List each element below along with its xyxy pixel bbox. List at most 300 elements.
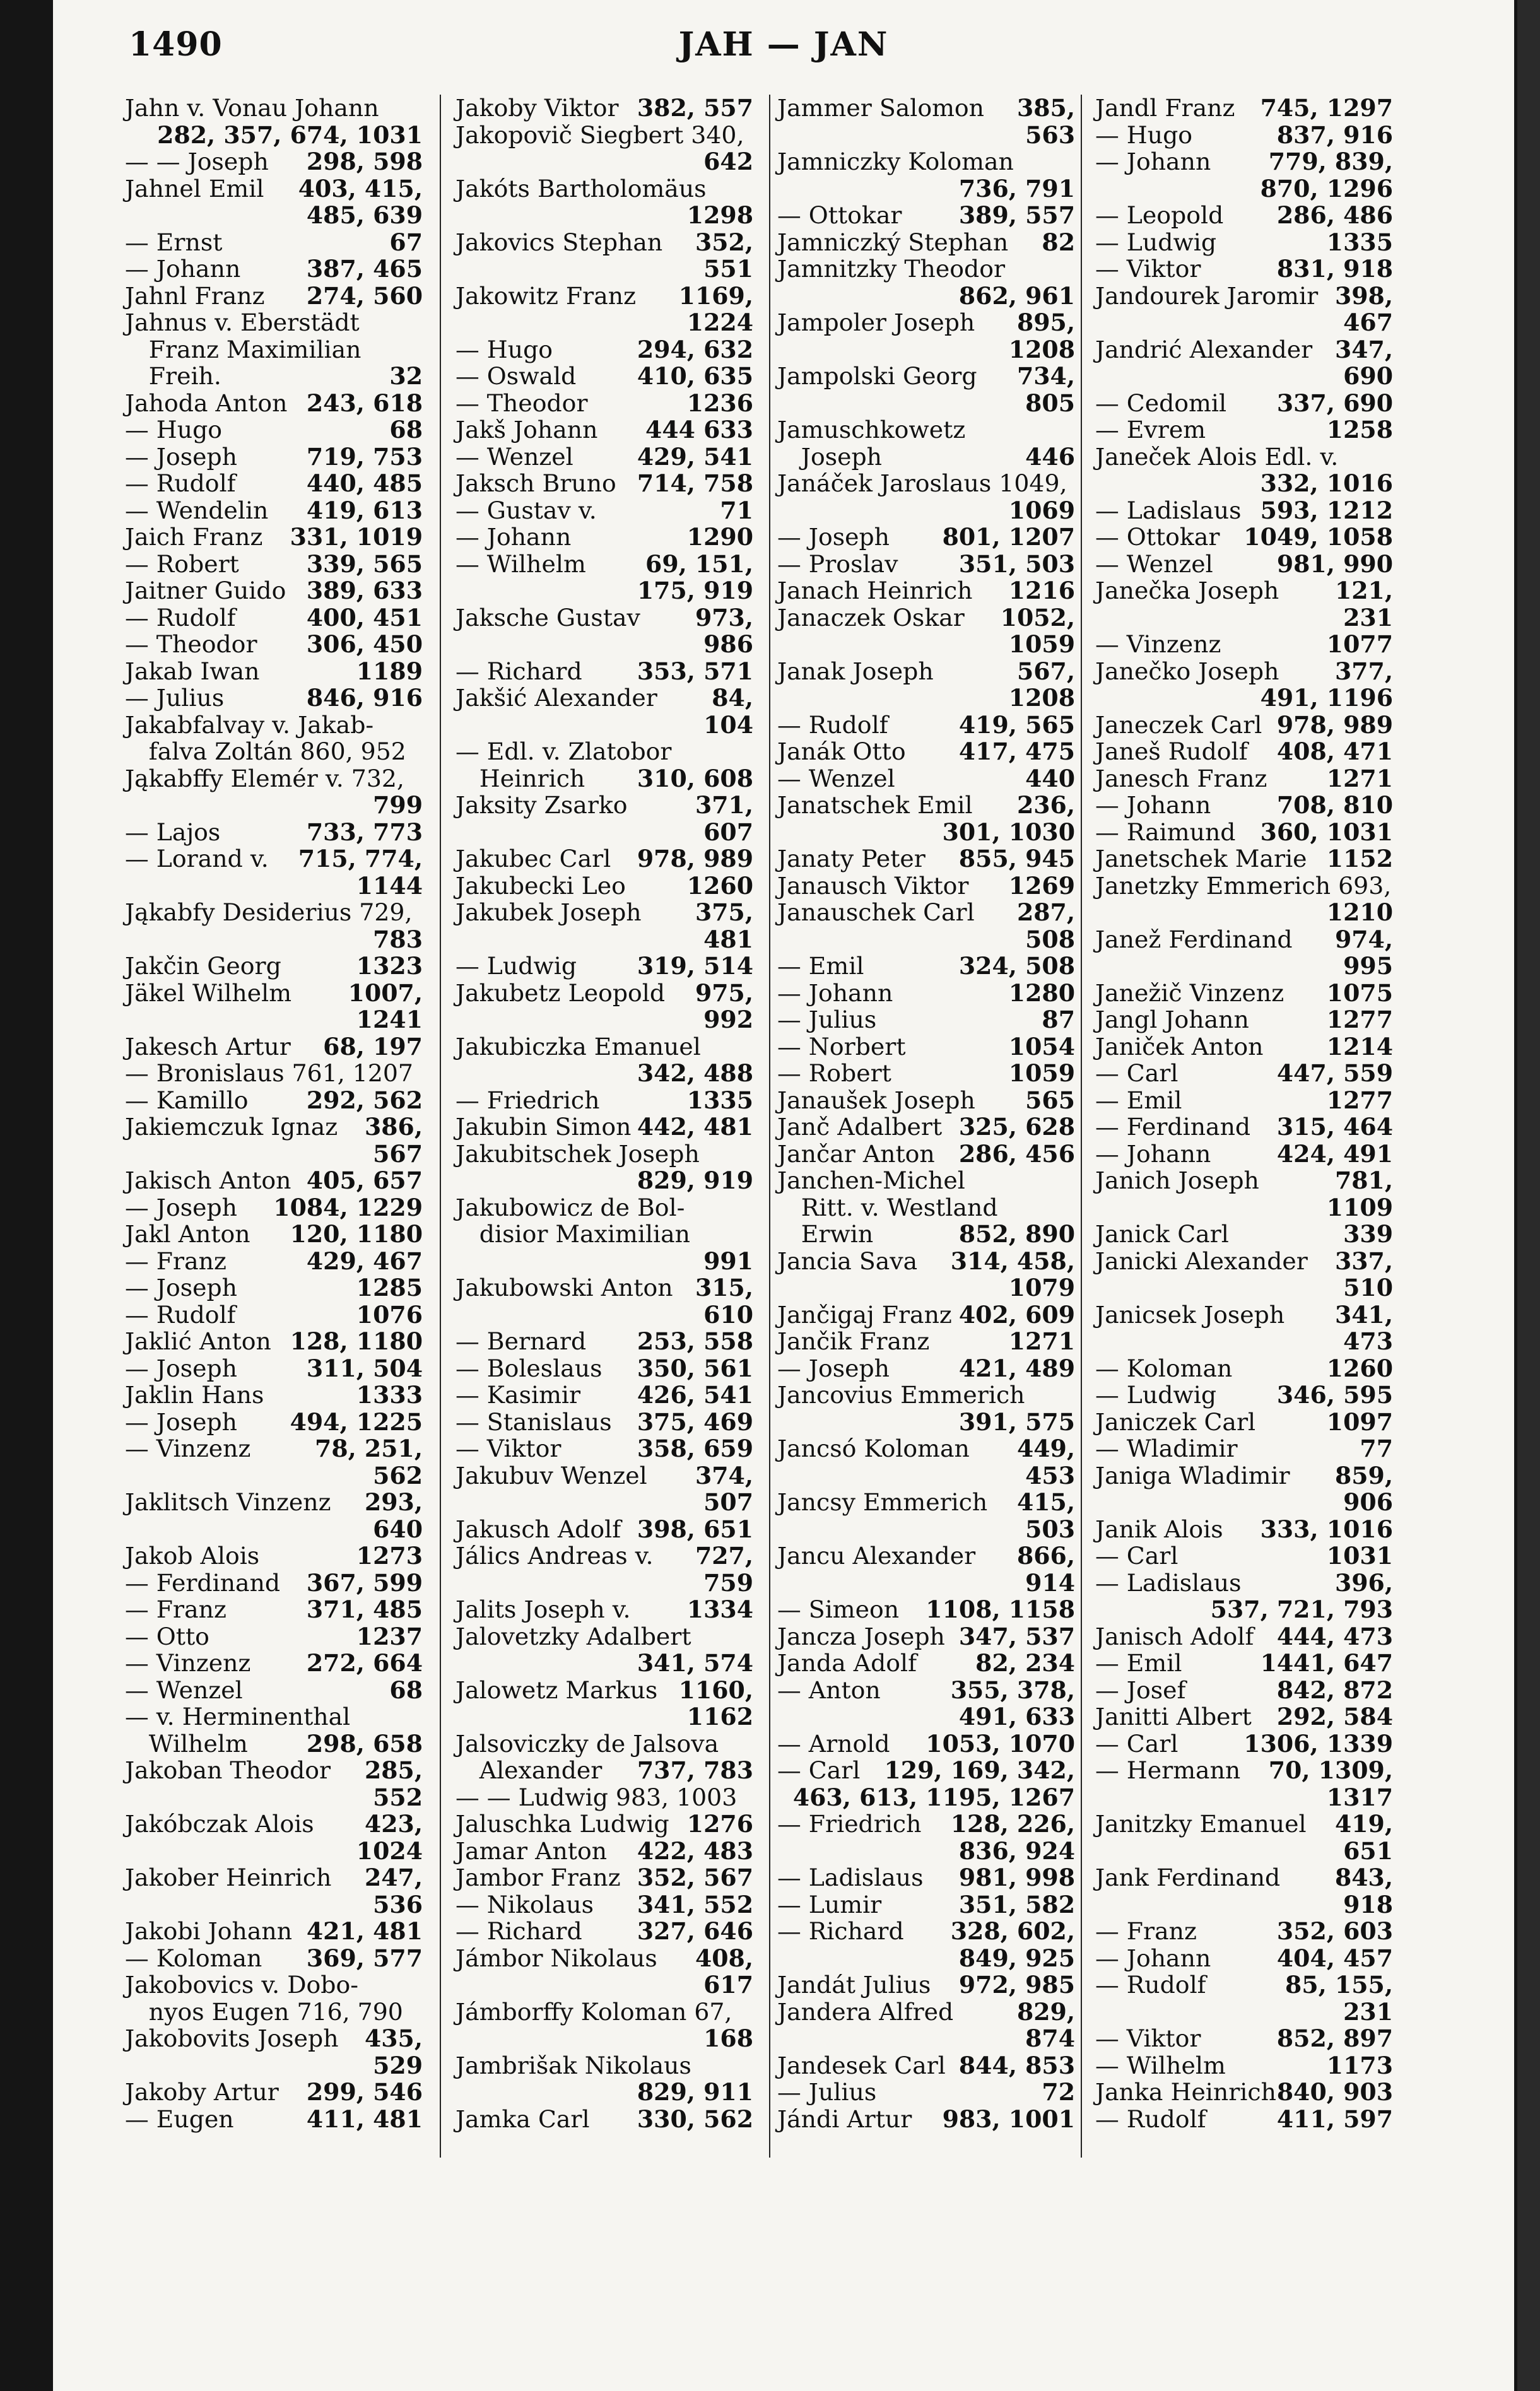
page-references: 736, 791 bbox=[958, 174, 1075, 203]
page-references: 866, bbox=[1016, 1542, 1075, 1570]
page-references: 1306, 1339 bbox=[1243, 1729, 1393, 1758]
page-references: 342, 488 bbox=[637, 1059, 753, 1087]
entry-name: Janetzky Emmerich 693, bbox=[1095, 871, 1392, 900]
page-references: 1214 bbox=[1326, 1032, 1393, 1060]
entry-name: Jampolski Georg bbox=[777, 362, 977, 390]
entry-name: — Carl bbox=[1095, 1059, 1179, 1087]
index-entry bbox=[777, 1248, 1075, 1275]
entry-name: Jäkel Wilhelm bbox=[125, 978, 292, 1007]
page-references: 236, bbox=[1016, 791, 1075, 819]
index-entry bbox=[1095, 229, 1393, 256]
page-references: 82 bbox=[1042, 228, 1075, 256]
entry-name: Jakovics Stephan bbox=[456, 228, 663, 256]
entry-name: Jandát Julius bbox=[777, 1971, 931, 1999]
entry-name: Erwin bbox=[777, 1220, 874, 1248]
page-references: 82, 234 bbox=[975, 1649, 1075, 1677]
index-entry bbox=[1095, 95, 1393, 122]
index-entry bbox=[125, 363, 423, 390]
entry-name: Jancsó Koloman bbox=[777, 1435, 970, 1462]
entry-name: Jakl Anton bbox=[125, 1220, 250, 1248]
entry-name: Jakubin Simon bbox=[456, 1113, 632, 1141]
entry-name: falva Zoltán 860, 952 bbox=[125, 737, 406, 765]
page-references: 408, 471 bbox=[1276, 737, 1393, 765]
entry-name: Jakiemczuk Ignaz bbox=[125, 1113, 338, 1141]
entry-name: — Julius bbox=[777, 1006, 877, 1033]
entry-name: — Viktor bbox=[1095, 2024, 1201, 2052]
index-entry bbox=[125, 926, 423, 953]
index-entry bbox=[125, 899, 423, 926]
entry-name: — Joseph bbox=[125, 1193, 238, 1221]
index-entry bbox=[777, 256, 1075, 283]
page-references: 70, 1309, bbox=[1268, 1756, 1393, 1784]
index-entry bbox=[125, 1221, 423, 1248]
index-entry bbox=[456, 1355, 753, 1382]
page-references: 870, 1296 bbox=[1260, 174, 1393, 203]
entry-name: — Richard bbox=[456, 1917, 582, 1945]
page-references: 285, bbox=[364, 1756, 423, 1784]
page-references: 333, 1016 bbox=[1260, 1515, 1393, 1543]
page-references: 846, 916 bbox=[306, 684, 423, 712]
entry-name: — Richard bbox=[777, 1917, 904, 1945]
entry-name: — Bernard bbox=[456, 1327, 587, 1355]
entry-name: — Rudolf bbox=[1095, 2105, 1206, 2133]
page-references: 715, 774, bbox=[298, 845, 423, 872]
index-entry bbox=[1095, 524, 1393, 551]
index-entry bbox=[777, 1596, 1075, 1623]
index-entry bbox=[125, 1971, 423, 1999]
entry-name: Jaksche Gustav bbox=[456, 603, 640, 632]
index-entry bbox=[125, 1141, 423, 1168]
entry-name: — Rudolf bbox=[777, 710, 888, 739]
index-entry bbox=[125, 1596, 423, 1623]
index-entry bbox=[1095, 845, 1393, 872]
index-entry bbox=[1095, 1730, 1393, 1758]
index-entry bbox=[777, 1462, 1075, 1489]
index-column-3 bbox=[777, 95, 1075, 2132]
page-references: 1260 bbox=[686, 871, 753, 900]
entry-name: — Vinzenz bbox=[125, 1649, 251, 1677]
index-entry bbox=[456, 363, 753, 390]
index-entry bbox=[1095, 1221, 1393, 1248]
page-references: 347, bbox=[1334, 335, 1393, 363]
index-entry bbox=[125, 1328, 423, 1355]
index-entry bbox=[777, 792, 1075, 819]
index-entry bbox=[777, 1891, 1075, 1918]
entry-name: Jakubuv Wenzel bbox=[456, 1461, 647, 1489]
entry-name: — Ferdinand bbox=[125, 1568, 281, 1597]
index-entry bbox=[777, 1999, 1075, 2026]
index-entry bbox=[125, 1730, 423, 1758]
page-references: 421, 481 bbox=[306, 1917, 423, 1945]
entry-name: Jakčin Georg bbox=[125, 952, 281, 980]
index-entry bbox=[1095, 175, 1393, 203]
page-references: 805 bbox=[1025, 389, 1075, 417]
index-entry bbox=[777, 953, 1075, 980]
entry-name: Jandl Franz bbox=[1095, 94, 1235, 122]
page-references: 734, bbox=[1016, 362, 1075, 390]
entry-name: Janicki Alexander bbox=[1095, 1247, 1308, 1275]
page-references: 1007, bbox=[348, 978, 423, 1007]
index-entry bbox=[125, 1489, 423, 1516]
page-references: 481 bbox=[703, 925, 753, 953]
index-entry bbox=[125, 229, 423, 256]
entry-name: — Johann bbox=[1095, 1944, 1211, 1972]
index-entry bbox=[777, 1033, 1075, 1060]
page-references: 453 bbox=[1025, 1461, 1075, 1489]
page-references: 562 bbox=[373, 1461, 423, 1489]
entry-name: — Oswald bbox=[456, 362, 577, 390]
index-entry bbox=[456, 872, 753, 900]
index-entry bbox=[1095, 1382, 1393, 1409]
index-entry bbox=[777, 1784, 1075, 1811]
page-references: 398, 651 bbox=[637, 1515, 753, 1543]
page-references: 331, 1019 bbox=[290, 523, 423, 551]
index-entry bbox=[456, 684, 753, 712]
page-references: 1097 bbox=[1326, 1407, 1393, 1436]
entry-name: Jaksity Zsarko bbox=[456, 791, 628, 819]
page-references: 1335 bbox=[686, 1086, 753, 1114]
index-entry bbox=[456, 1623, 753, 1650]
index-entry bbox=[456, 1596, 753, 1623]
index-entry bbox=[777, 1006, 1075, 1033]
entry-name: Jammer Salomon bbox=[777, 94, 985, 122]
page-references: 1323 bbox=[356, 952, 423, 980]
entry-name: — Koloman bbox=[1095, 1354, 1233, 1382]
page-references: 292, 562 bbox=[306, 1086, 423, 1114]
entry-name: Janiček Anton bbox=[1095, 1032, 1264, 1060]
index-entry bbox=[1095, 1489, 1393, 1516]
index-entry bbox=[456, 1167, 753, 1194]
index-entry bbox=[1095, 148, 1393, 175]
index-entry bbox=[1095, 712, 1393, 739]
page-references: 398, bbox=[1334, 281, 1393, 310]
entry-name: — Ferdinand bbox=[1095, 1113, 1251, 1141]
index-entry bbox=[456, 2052, 753, 2079]
index-entry bbox=[125, 1248, 423, 1275]
index-entry bbox=[777, 1274, 1075, 1301]
entry-name: — Joseph bbox=[777, 523, 890, 551]
entry-name: — Rudolf bbox=[1095, 1971, 1206, 1999]
page-references: 1173 bbox=[1326, 2051, 1393, 2079]
page-references: 422, 483 bbox=[637, 1836, 753, 1865]
entry-name: — Viktor bbox=[1095, 255, 1201, 283]
index-entry bbox=[456, 283, 753, 310]
index-entry bbox=[456, 765, 753, 792]
page-references: 1024 bbox=[356, 1836, 423, 1865]
index-entry bbox=[1095, 2052, 1393, 2079]
entry-name: — Hermann bbox=[1095, 1756, 1241, 1784]
entry-name: — Ottokar bbox=[777, 201, 902, 229]
index-column-4 bbox=[1095, 95, 1393, 2132]
page-references: 507 bbox=[703, 1488, 753, 1516]
page-references: 1108, 1158 bbox=[926, 1595, 1075, 1623]
entry-name: — Ludwig bbox=[1095, 1381, 1217, 1409]
index-entry bbox=[125, 684, 423, 712]
entry-name: Janáček Jaroslaus 1049, bbox=[777, 469, 1067, 497]
page-references: 1075 bbox=[1326, 978, 1393, 1007]
index-entry bbox=[125, 2052, 423, 2079]
page-references: 396, bbox=[1334, 1568, 1393, 1597]
entry-name: — Wenzel bbox=[777, 764, 895, 792]
entry-name: Jamar Anton bbox=[456, 1836, 608, 1865]
entry-name: Janausch Viktor bbox=[777, 871, 969, 900]
entry-name: Jaitner Guido bbox=[125, 577, 286, 604]
index-entry bbox=[1095, 604, 1393, 632]
index-entry bbox=[456, 1838, 753, 1865]
entry-name: — Wenzel bbox=[1095, 549, 1213, 578]
page-references: 301, 1030 bbox=[942, 818, 1075, 846]
page-references: 424, 491 bbox=[1276, 1139, 1393, 1168]
page-references: 1441, 647 bbox=[1260, 1649, 1393, 1677]
entry-name: Jalowetz Markus bbox=[456, 1676, 658, 1704]
index-entry bbox=[125, 175, 423, 203]
page-references: 367, 599 bbox=[306, 1568, 423, 1597]
page-references: 417, 475 bbox=[958, 737, 1075, 765]
page-references: 337, 690 bbox=[1276, 389, 1393, 417]
index-entry bbox=[456, 792, 753, 819]
entry-name: Jakab Iwan bbox=[125, 657, 260, 685]
index-entry bbox=[456, 1382, 753, 1409]
entry-name: Jaklitsch Vinzenz bbox=[125, 1488, 331, 1516]
index-entry bbox=[125, 390, 423, 417]
page-references: 382, 557 bbox=[637, 94, 753, 122]
entry-name: Jakesch Artur bbox=[125, 1032, 291, 1060]
page-references: 274, 560 bbox=[306, 281, 423, 310]
page-references: 403, 415, bbox=[298, 174, 423, 203]
page-references: 536 bbox=[373, 1890, 423, 1918]
page-references: 360, 1031 bbox=[1260, 818, 1393, 846]
page-references: 339, 565 bbox=[306, 549, 423, 578]
page-references: 485, 639 bbox=[306, 201, 423, 229]
page-references: 353, 571 bbox=[637, 657, 753, 685]
entry-name: — Theodor bbox=[456, 389, 588, 417]
index-entry bbox=[1095, 658, 1393, 685]
index-entry bbox=[125, 2079, 423, 2106]
index-entry bbox=[777, 1703, 1075, 1730]
page-references: 358, 659 bbox=[637, 1435, 753, 1462]
index-entry bbox=[777, 2052, 1075, 2079]
page-references: 491, 1196 bbox=[1260, 684, 1393, 712]
page-references: 610 bbox=[703, 1300, 753, 1329]
page-references: 350, 561 bbox=[637, 1354, 753, 1382]
index-entry bbox=[125, 1060, 423, 1087]
entry-name: Jakubetz Leopold bbox=[456, 978, 666, 1007]
index-entry bbox=[125, 1918, 423, 1945]
index-entry bbox=[456, 1650, 753, 1677]
index-entry bbox=[1095, 1945, 1393, 1972]
entry-name: — Joseph bbox=[125, 1354, 238, 1382]
entry-name: — Ludwig bbox=[1095, 228, 1217, 256]
index-entry bbox=[456, 95, 753, 122]
index-entry bbox=[456, 577, 753, 604]
page-references: 906 bbox=[1343, 1488, 1393, 1516]
entry-name: Janick Carl bbox=[1095, 1220, 1229, 1248]
page-references: 315, bbox=[695, 1274, 753, 1301]
page-references: 829, 919 bbox=[637, 1166, 753, 1194]
index-entry bbox=[777, 524, 1075, 551]
index-entry bbox=[125, 1516, 423, 1543]
page-references: 128, 226, bbox=[950, 1810, 1075, 1838]
index-entry bbox=[125, 980, 423, 1007]
page-references: 1241 bbox=[356, 1006, 423, 1033]
entry-name: — Emil bbox=[1095, 1649, 1182, 1677]
index-entry bbox=[456, 819, 753, 846]
page-references: 473 bbox=[1343, 1327, 1393, 1355]
page-references: 855, 945 bbox=[958, 845, 1075, 872]
entry-name: disior Maximilian bbox=[456, 1220, 691, 1248]
page-references: 404, 457 bbox=[1276, 1944, 1393, 1972]
page-references: 551 bbox=[703, 255, 753, 283]
index-entry bbox=[777, 604, 1075, 632]
entry-name: — Gustav v. bbox=[456, 496, 597, 524]
index-entry bbox=[1095, 1301, 1393, 1329]
page-references: 1152 bbox=[1326, 845, 1393, 872]
page-references: 87 bbox=[1042, 1006, 1075, 1033]
page-references: 973, bbox=[695, 603, 753, 632]
page-references: 836, 924 bbox=[958, 1836, 1075, 1865]
entry-name: Jančigaj Franz bbox=[777, 1300, 952, 1329]
page-references: 429, 541 bbox=[637, 442, 753, 471]
index-entry bbox=[1095, 1113, 1393, 1141]
entry-name: — Joseph bbox=[125, 1407, 238, 1436]
entry-name: Alexander bbox=[456, 1756, 602, 1784]
entry-name: Jakobovits Joseph bbox=[125, 2024, 339, 2052]
entry-name: Jakóbczak Alois bbox=[125, 1810, 314, 1838]
page-references: 423, bbox=[364, 1810, 423, 1838]
index-column-1 bbox=[125, 95, 423, 2132]
index-entry bbox=[1095, 256, 1393, 283]
entry-name: Janaty Peter bbox=[777, 845, 926, 872]
index-entry bbox=[456, 845, 753, 872]
page-references: 325, 628 bbox=[958, 1113, 1075, 1141]
column-divider bbox=[769, 95, 770, 2158]
page-references: 1210 bbox=[1326, 898, 1393, 926]
entry-name: — Hugo bbox=[456, 335, 553, 363]
index-entry bbox=[125, 524, 423, 551]
page-references: 1031 bbox=[1326, 1542, 1393, 1570]
page-references: 294, 632 bbox=[637, 335, 753, 363]
index-entry bbox=[125, 1542, 423, 1570]
page-references: 801, 1207 bbox=[942, 523, 1075, 551]
page-references: 352, bbox=[695, 228, 753, 256]
page-references: 314, 458, bbox=[950, 1247, 1075, 1275]
index-entry bbox=[125, 1167, 423, 1194]
page-references: 120, 1180 bbox=[290, 1220, 423, 1248]
page-references: 737, 783 bbox=[637, 1756, 753, 1784]
index-entry bbox=[456, 1274, 753, 1301]
entry-name: Janitti Albert bbox=[1095, 1703, 1252, 1730]
index-entry bbox=[456, 1891, 753, 1918]
page-references: 783 bbox=[373, 925, 423, 953]
page-references: 286, 486 bbox=[1276, 201, 1393, 229]
entry-name: — Anton bbox=[777, 1676, 881, 1704]
page-references: 84, bbox=[712, 684, 753, 712]
index-entry bbox=[456, 926, 753, 953]
entry-name: Janitzky Emanuel bbox=[1095, 1810, 1307, 1838]
page-references: 328, 602, bbox=[950, 1917, 1075, 1945]
index-entry bbox=[1095, 444, 1393, 471]
entry-name: Jandrić Alexander bbox=[1095, 335, 1313, 363]
entry-name: Janesch Franz bbox=[1095, 764, 1267, 792]
scan-edge bbox=[1517, 0, 1540, 2391]
page-references: 391, 575 bbox=[958, 1407, 1075, 1436]
page-references: 852, 897 bbox=[1276, 2024, 1393, 2052]
entry-name: Janda Adolf bbox=[777, 1649, 917, 1677]
page-references: 1317 bbox=[1326, 1783, 1393, 1811]
index-entry bbox=[456, 712, 753, 739]
index-entry bbox=[777, 1542, 1075, 1570]
index-entry bbox=[125, 1382, 423, 1409]
page-references: 85, 155, bbox=[1285, 1971, 1393, 1999]
index-entry bbox=[777, 148, 1075, 175]
page-references: 974, bbox=[1334, 925, 1393, 953]
entry-name: — Vinzenz bbox=[1095, 630, 1221, 658]
index-entry bbox=[125, 1194, 423, 1221]
page-references: 429, 467 bbox=[306, 1247, 423, 1275]
index-entry bbox=[125, 1757, 423, 1784]
page-references: 843, bbox=[1334, 1864, 1393, 1891]
index-entry bbox=[777, 1570, 1075, 1597]
index-entry bbox=[456, 1864, 753, 1891]
entry-name: Jakšić Alexander bbox=[456, 684, 657, 712]
index-entry bbox=[777, 926, 1075, 953]
index-entry bbox=[125, 953, 423, 980]
page-references: 339 bbox=[1343, 1220, 1393, 1248]
index-entry bbox=[125, 872, 423, 900]
entry-name: Jakubowski Anton bbox=[456, 1274, 673, 1301]
page-references: 371, bbox=[695, 791, 753, 819]
index-entry bbox=[777, 1355, 1075, 1382]
entry-name: Jalovetzky Adalbert bbox=[456, 1622, 691, 1650]
page-references: 593, 1212 bbox=[1260, 496, 1393, 524]
page-references: 1059 bbox=[1008, 1059, 1075, 1087]
page-references: 640 bbox=[373, 1515, 423, 1543]
index-entry bbox=[777, 2106, 1075, 2133]
entry-name: — Lumir bbox=[777, 1890, 882, 1918]
page-references: 837, 916 bbox=[1276, 120, 1393, 149]
index-entry bbox=[1095, 1623, 1393, 1650]
index-entry bbox=[456, 202, 753, 229]
page-references: 231 bbox=[1343, 603, 1393, 632]
index-entry bbox=[456, 1811, 753, 1838]
page-references: 690 bbox=[1343, 362, 1393, 390]
index-entry bbox=[456, 1945, 753, 1972]
entry-name: — Wenzel bbox=[456, 442, 573, 471]
entry-name: Jakubiczka Emanuel bbox=[456, 1032, 701, 1060]
page-number: 1490 bbox=[129, 25, 223, 64]
entry-name: Jámborffy Koloman 67, bbox=[456, 1997, 732, 2026]
page-references: 104 bbox=[703, 710, 753, 739]
entry-name: — Wilhelm bbox=[1095, 2051, 1226, 2079]
index-entry bbox=[1095, 899, 1393, 926]
index-entry bbox=[777, 684, 1075, 712]
column-divider bbox=[1081, 95, 1082, 2158]
entry-name: — Ernst bbox=[125, 228, 223, 256]
page-references: 71 bbox=[720, 496, 753, 524]
index-entry bbox=[456, 1141, 753, 1168]
entry-name: Freih. bbox=[125, 362, 221, 390]
page-references: 981, 998 bbox=[958, 1864, 1075, 1891]
entry-name: Jamuschkowetz bbox=[777, 416, 966, 444]
page-references: 1052, bbox=[1000, 603, 1075, 632]
entry-name: — Raimund bbox=[1095, 818, 1236, 846]
index-entry bbox=[456, 980, 753, 1007]
entry-name: Jakoby Artur bbox=[125, 2078, 279, 2106]
entry-name: Jančik Franz bbox=[777, 1327, 930, 1355]
index-entry bbox=[1095, 122, 1393, 149]
page-references: 371, 485 bbox=[306, 1595, 423, 1623]
page-references: 298, 598 bbox=[306, 148, 423, 175]
